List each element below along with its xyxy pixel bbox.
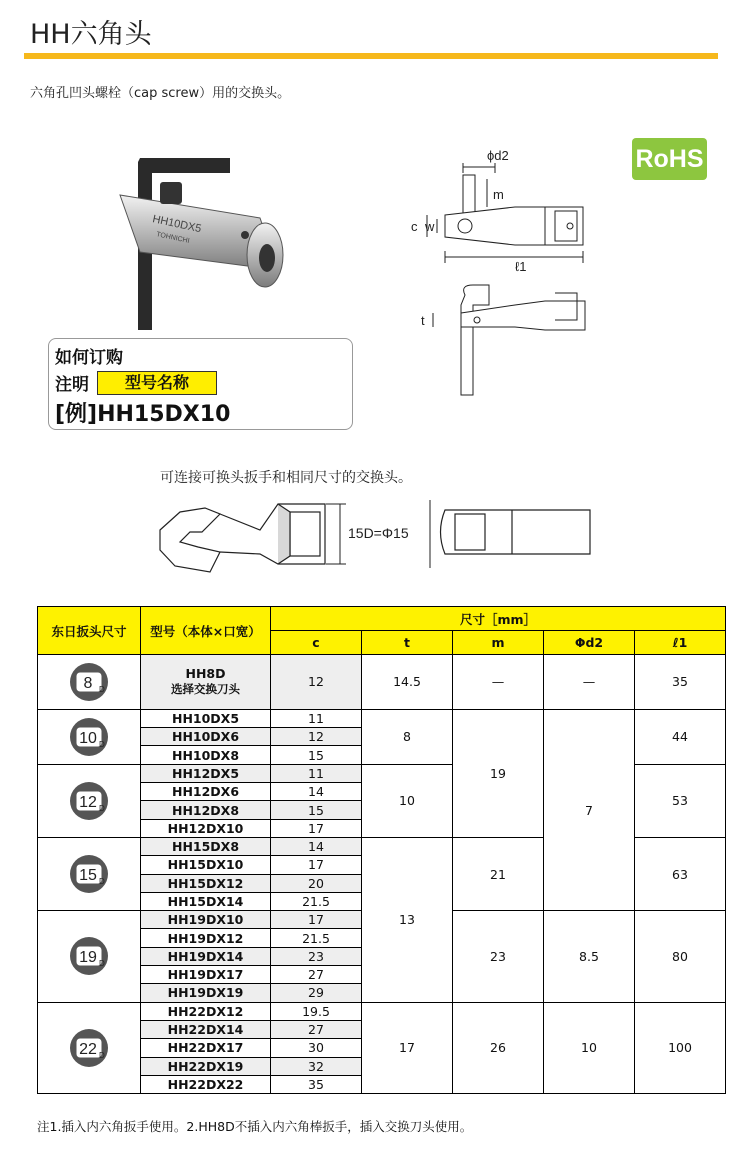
- model-cell: [141, 947, 271, 965]
- order-spec-row: [55, 370, 346, 395]
- size-icon-number: 19: [79, 949, 97, 967]
- model-cell: [141, 1039, 271, 1057]
- c-cell: 27: [271, 1020, 362, 1038]
- l1-cell: 35: [635, 655, 726, 710]
- size-icon-number: 12: [79, 793, 97, 811]
- model-name: HH12DX8: [171, 802, 240, 818]
- model-cell: [141, 1075, 271, 1093]
- adapter-drawing: [150, 492, 600, 588]
- d2-cell: 8.5: [544, 911, 635, 1002]
- model-name: HH22DX17: [167, 1040, 244, 1056]
- order-example: [例]HH15DX10: [55, 402, 231, 427]
- c-cell: 11: [271, 709, 362, 727]
- model-name: HH22DX22: [167, 1076, 244, 1092]
- model-name: HH22DX19: [167, 1058, 244, 1074]
- c-cell: 35: [271, 1075, 362, 1093]
- size-icon-sub: D: [99, 803, 105, 813]
- product-photo: [100, 140, 300, 344]
- model-name: HH12DX10: [167, 820, 244, 836]
- t-cell: 14.5: [362, 655, 453, 710]
- spec-table: [37, 606, 726, 1094]
- model-cell: [141, 801, 271, 819]
- c-cell: 14: [271, 837, 362, 855]
- order-info-box: [48, 338, 353, 430]
- table-row: [38, 1002, 726, 1020]
- model-cell: [141, 728, 271, 746]
- header-l1: ℓ1: [635, 631, 726, 655]
- model-cell: [141, 764, 271, 782]
- size-icon-sub: D: [99, 1050, 105, 1060]
- size-icon-sub: D: [99, 959, 105, 969]
- page-description: 六角孔凹头螺栓（cap screw）用的交换头。: [30, 86, 291, 101]
- m-cell: —: [453, 655, 544, 710]
- c-cell: 30: [271, 1039, 362, 1057]
- d2-cell: 7: [544, 709, 635, 910]
- size-icon-number: 8: [83, 674, 93, 692]
- model-name: HH19DX19: [167, 985, 244, 1001]
- m-cell: 23: [453, 911, 544, 1002]
- model-cell: [141, 746, 271, 764]
- model-cell: [141, 1002, 271, 1020]
- model-cell: [141, 929, 271, 947]
- size-icon-cell: [38, 911, 141, 1002]
- c-cell: 15: [271, 746, 362, 764]
- l1-cell: 53: [635, 764, 726, 837]
- model-cell: [141, 655, 271, 710]
- c-cell: 17: [271, 819, 362, 837]
- technical-drawing: [405, 145, 615, 414]
- size-icon-cell: [38, 837, 141, 910]
- model-cell: [141, 892, 271, 910]
- model-name: HH22DX14: [167, 1022, 244, 1038]
- c-cell: 32: [271, 1057, 362, 1075]
- dim-t: t: [421, 313, 425, 328]
- model-cell: [141, 819, 271, 837]
- dim-m: m: [493, 187, 504, 202]
- t-cell: 17: [362, 1002, 453, 1093]
- model-cell: [141, 874, 271, 892]
- size-icon-number: 10: [79, 729, 97, 747]
- d2-cell: —: [544, 655, 635, 710]
- c-cell: 27: [271, 966, 362, 984]
- c-cell: 14: [271, 783, 362, 801]
- t-cell: 13: [362, 837, 453, 1002]
- model-cell: [141, 783, 271, 801]
- model-name: HH8D: [185, 666, 226, 682]
- m-cell: 26: [453, 1002, 544, 1093]
- dim-d2: ϕd2: [487, 148, 509, 163]
- size-icon-sub: D: [99, 684, 105, 694]
- model-name: HH10DX6: [171, 729, 240, 745]
- c-cell: 17: [271, 856, 362, 874]
- title-underline: [24, 53, 718, 59]
- header-d2: Φd2: [544, 631, 635, 655]
- model-name: HH10DX5: [171, 711, 240, 727]
- size-icon-cell: [38, 764, 141, 837]
- model-name: HH15DX14: [167, 894, 244, 909]
- model-cell: [141, 911, 271, 929]
- c-cell: 12: [271, 655, 362, 710]
- page-title: HH六角头: [30, 19, 152, 50]
- model-name: HH19DX14: [167, 948, 244, 964]
- model-note: 选择交换刀头: [171, 682, 240, 697]
- size-icon-number: 22: [79, 1040, 97, 1058]
- model-name: HH19DX17: [167, 967, 244, 983]
- model-cell: [141, 1057, 271, 1075]
- model-name: HH15DX12: [167, 875, 244, 891]
- model-name: HH15DX10: [167, 857, 244, 873]
- t-cell: 10: [362, 764, 453, 837]
- c-cell: 21.5: [271, 929, 362, 947]
- model-cell: [141, 1020, 271, 1038]
- model-name: HH19DX12: [167, 930, 244, 946]
- header-size: 东日扳头尺寸: [38, 607, 141, 655]
- model-cell: [141, 984, 271, 1002]
- model-cell: [141, 837, 271, 855]
- m-cell: 21: [453, 837, 544, 910]
- model-cell: [141, 709, 271, 727]
- model-name: HH10DX8: [171, 747, 240, 763]
- c-cell: 29: [271, 984, 362, 1002]
- l1-cell: 44: [635, 709, 726, 764]
- table-row: [38, 655, 726, 710]
- m-cell: 19: [453, 709, 544, 837]
- dim-w: w: [425, 219, 435, 234]
- header-c: c: [271, 631, 362, 655]
- model-name: HH22DX12: [167, 1003, 244, 1019]
- header-m: m: [453, 631, 544, 655]
- c-cell: 17: [271, 911, 362, 929]
- size-icon-cell: [38, 1002, 141, 1093]
- rohs-badge: RoHS: [632, 138, 707, 180]
- l1-cell: 100: [635, 1002, 726, 1093]
- size-icon-sub: D: [99, 739, 105, 749]
- model-name: HH12DX5: [171, 765, 240, 781]
- model-name: HH19DX10: [167, 912, 244, 928]
- size-icon-sub: D: [99, 877, 105, 887]
- c-cell: 21.5: [271, 892, 362, 910]
- product-brand: TOHNICHI: [155, 231, 191, 245]
- adapter-note: 可连接可换头扳手和相同尺寸的交换头。: [160, 470, 412, 486]
- footnote: 注1.插入内六角扳手使用。2.HH8D不插入内六角棒扳手，插入交换刀头使用。: [37, 1119, 473, 1134]
- product-engraving: HH10DX5: [151, 213, 203, 236]
- dim-c: c: [411, 219, 418, 234]
- size-icon-number: 15: [79, 867, 97, 885]
- order-field: 型号名称: [97, 371, 217, 395]
- c-cell: 23: [271, 947, 362, 965]
- header-model: 型号（本体×口宽）: [141, 607, 271, 655]
- table-row: [38, 709, 726, 727]
- l1-cell: 80: [635, 911, 726, 1002]
- size-icon-cell: [38, 709, 141, 764]
- model-name: HH12DX6: [171, 784, 240, 800]
- c-cell: 12: [271, 728, 362, 746]
- model-cell: [141, 856, 271, 874]
- c-cell: 20: [271, 874, 362, 892]
- header-t: t: [362, 631, 453, 655]
- size-icon-cell: [38, 655, 141, 710]
- c-cell: 11: [271, 764, 362, 782]
- l1-cell: 63: [635, 837, 726, 910]
- c-cell: 19.5: [271, 1002, 362, 1020]
- model-name: HH15DX8: [171, 839, 240, 855]
- header-dimensions: 尺寸［mm］: [271, 607, 726, 631]
- d2-cell: 10: [544, 1002, 635, 1093]
- c-cell: 15: [271, 801, 362, 819]
- order-label: 注明: [55, 375, 89, 395]
- model-cell: [141, 966, 271, 984]
- t-cell: 8: [362, 709, 453, 764]
- dim-l1: ℓ1: [515, 259, 527, 274]
- adapter-dimension: 15D=Φ15: [348, 525, 409, 541]
- order-title: 如何订购: [55, 348, 123, 368]
